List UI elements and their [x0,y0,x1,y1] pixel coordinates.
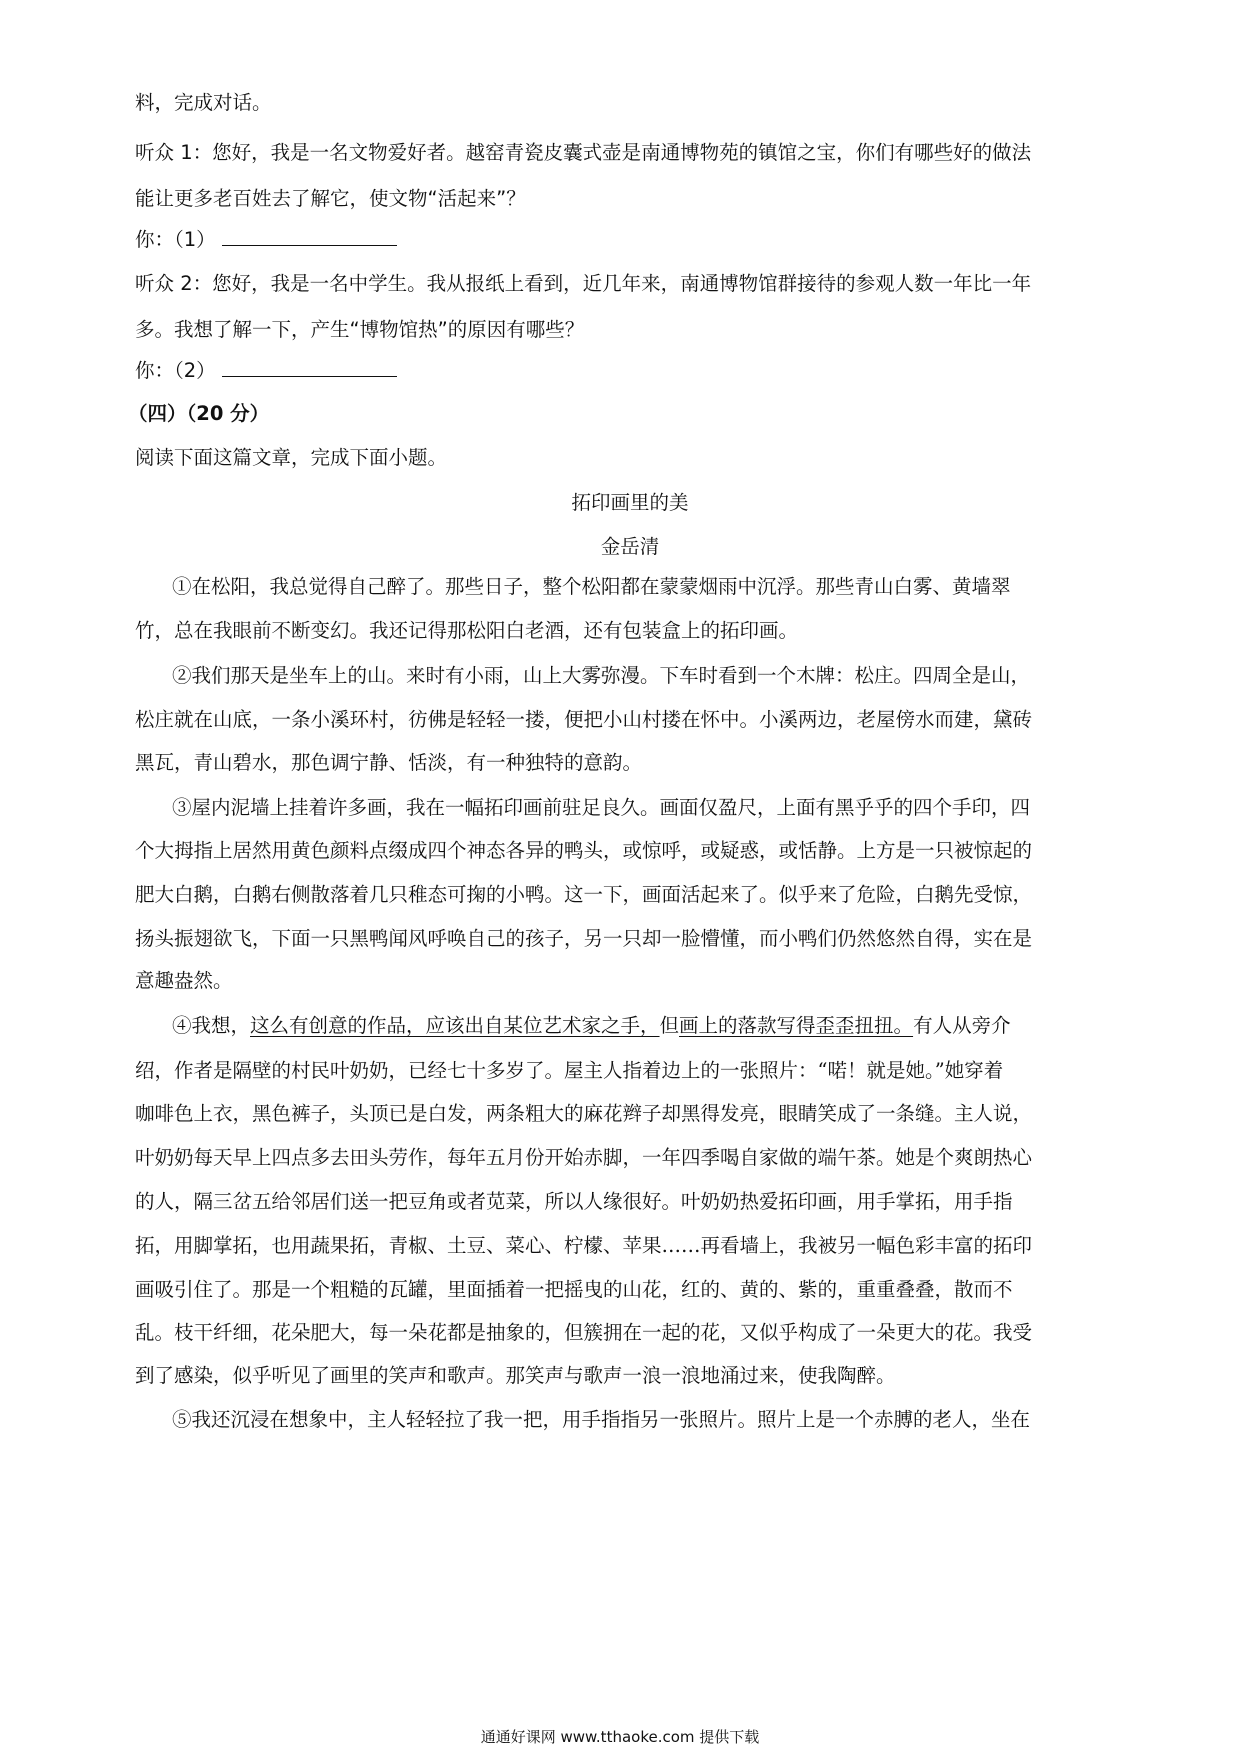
paragraph4-line8: 乱。枝干纤细，花朵肥大，每一朵花都是抽象的，但簇拥在一起的花，又似乎构成了一朵更大的花。我受 [135,1321,1033,1344]
paragraph4-line1 [172,1013,1125,1039]
answer2-label: 你：（2） [135,359,216,382]
paragraph4-line3: 咖啡色上衣，黑色裤子，头顶已是白发，两条粗大的麻花辫子却黑得发亮，眼睛笑成了一条缝。主人说， [135,1102,1033,1125]
paragraph4-line9: 到了感染，似乎听见了画里的笑声和歌声。那笑声与歌声一浪一浪地涌过来，使我陶醉。 [135,1364,896,1387]
paragraph3-line5: 意趣盎然。 [135,969,233,992]
paragraph1-line1: ①在松阳，我总觉得自己醉了。那些日子，整个松阳都在蒙蒙烟雨中沉浮。那些青山白雾、黄墙翠 [172,575,1011,598]
answer1-label: 你：（1） [135,228,216,251]
listener1-question-line2: 能让更多老百姓去了解它，使文物“活起来”？ [135,187,526,210]
listener2-question-line2: 多。我想了解一下，产生“博物馆热”的原因有哪些？ [135,318,585,341]
paragraph4-line1-start: ④我想， [172,1014,251,1037]
answer1-line [135,227,1125,253]
answer2-blank[interactable] [222,358,397,377]
answer1-blank[interactable] [222,227,397,246]
answer2-line [135,358,1125,384]
paragraph3-line2: 个大拇指上居然用黄色颜料点缀成四个神态各异的鸭头，或惊呼，或疑惑，或恬静。上方是一只被惊起的 [135,839,1033,862]
paragraph3-line1: ③屋内泥墙上挂着许多画，我在一幅拓印画前驻足良久。画面仅盈尺，上面有黑乎乎的四个手印，四 [172,796,1031,819]
section-instruction: 阅读下面这篇文章，完成下面小题。 [135,446,448,469]
paragraph2-line1: ②我们那天是坐车上的山。来时有小雨，山上大雾弥漫。下车时看到一个木牌：松庄。四周全是山， [172,664,1031,687]
paragraph4-line4: 叶奶奶每天早上四点多去田头劳作，每年五月份开始赤脚，一年四季喝自家做的端午茶。她是个爽朗热心 [135,1146,1033,1169]
article-author: 金岳清 [600,535,660,558]
paragraph4-line1-end: 有人从旁介 [913,1014,1011,1037]
dialogue-continuation: 料，完成对话。 [135,91,272,114]
paragraph4-line7: 画吸引住了。那是一个粗糙的瓦罐，里面插着一把摇曳的山花，红的、黄的、紫的，重重叠叠，散而不 [135,1278,1013,1301]
article-title: 拓印画里的美 [571,491,689,514]
paragraph3-line4: 扬头振翅欲飞，下面一只黑鸭闻风呼唤自己的孩子，另一只却一脸懵懂，而小鸭们仍然悠然自得，实在是 [135,927,1033,950]
paragraph1-line2: 竹，总在我眼前不断变幻。我还记得那松阳白老酒，还有包装盒上的拓印画。 [135,619,799,642]
underlined-sentence-2: 画上的落款写得歪歪扭扭。 [679,1014,914,1037]
underlined-sentence-1: 这么有创意的作品，应该出自某位艺术家之手， [250,1014,660,1037]
paragraph2-line2: 松庄就在山底，一条小溪环村，彷佛是轻轻一搂，便把小山村搂在怀中。小溪两边，老屋傍水而建，黛砖 [135,708,1033,731]
listener2-question-line1: 听众 2：您好，我是一名中学生。我从报纸上看到，近几年来，南通博物馆群接待的参观人数一年比一年 [135,272,1032,295]
page-footer: 通通好课网 www.tthaoke.com 提供下载 [480,1728,760,1746]
paragraph5-line1: ⑤我还沉浸在想象中，主人轻轻拉了我一把，用手指指另一张照片。照片上是一个赤膊的老人，坐在 [172,1408,1031,1431]
section-heading: （四）（20 分） [128,402,270,425]
paragraph4-line6: 拓，用脚掌拓，也用蔬果拓，青椒、土豆、菜心、柠檬、苹果……再看墙上，我被另一幅色彩丰富的拓印 [135,1234,1033,1257]
paragraph2-line3: 黑瓦，青山碧水，那色调宁静、恬淡，有一种独特的意韵。 [135,751,643,774]
paragraph4-line1-mid: 但 [659,1014,680,1037]
paragraph4-line5: 的人，隔三岔五给邻居们送一把豆角或者苋菜，所以人缘很好。叶奶奶热爱拓印画，用手掌拓，用手指 [135,1190,1013,1213]
listener1-question-line1: 听众 1：您好，我是一名文物爱好者。越窑青瓷皮囊式壶是南通博物苑的镇馆之宝，你们有哪些好的做法 [135,141,1032,164]
paragraph3-line3: 肥大白鹅，白鹅右侧散落着几只稚态可掬的小鸭。这一下，画面活起来了。似乎来了危险，白鹅先受惊， [135,883,1033,906]
paragraph4-line2: 绍，作者是隔壁的村民叶奶奶，已经七十多岁了。屋主人指着边上的一张照片：“喏！就是她。”她穿着 [135,1059,1004,1082]
